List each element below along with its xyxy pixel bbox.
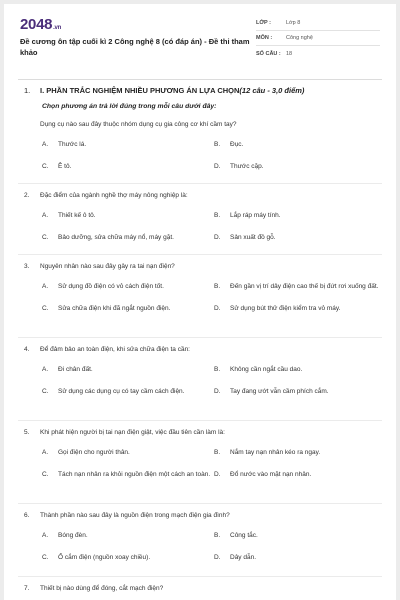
question-item: [24, 191, 384, 244]
option-text: Sử dụng các dụng cụ có tay cầm cách điện.: [58, 387, 185, 395]
question-stem: [24, 262, 384, 271]
section-number: 1.: [24, 86, 31, 95]
option-letter: C.: [42, 553, 49, 561]
option-letter: A.: [42, 531, 49, 539]
option-text: Thước cặp.: [230, 162, 264, 170]
meta-label: SỐ CÂU :: [256, 50, 281, 57]
logo-domain-text: .vn: [53, 25, 61, 31]
option-text: Không cần ngắt cầu dao.: [230, 365, 303, 373]
option-letter: A.: [42, 365, 49, 373]
answer-option[interactable]: [42, 467, 214, 481]
question-text: Thiết bị nào dùng để đóng, cắt mạch điện?: [40, 585, 164, 592]
question-number: [24, 120, 40, 129]
option-letter: A.: [42, 140, 49, 148]
document-page: [4, 4, 396, 600]
meta-label: MÔN :: [256, 35, 273, 41]
meta-row-class: [256, 16, 380, 31]
option-text: Bóng đèn.: [58, 531, 88, 539]
option-letter: C.: [42, 233, 49, 241]
question-text: Khi phát hiện người bị tai nạn điện giật, việc đầu tiên cần làm là:: [40, 429, 225, 436]
option-letter: A.: [42, 211, 49, 219]
option-letter: C.: [42, 387, 49, 395]
answer-options: [42, 279, 384, 315]
question-divider: [18, 576, 382, 577]
section-heading: [24, 86, 304, 95]
answer-options: [42, 362, 384, 398]
option-text: Đến gần vị trí dây điện cao thế bị đứt rơi xuống đất.: [230, 282, 379, 290]
answer-options: [42, 137, 384, 173]
option-letter: C.: [42, 162, 49, 170]
question-stem: [24, 511, 384, 520]
answer-option[interactable]: [42, 279, 214, 293]
option-text: Ê tô.: [58, 162, 72, 170]
option-text: Sử dụng bút thử điện kiểm tra vỏ máy.: [230, 304, 341, 312]
option-text: Sử dụng đồ điện có vỏ cách điện tốt.: [58, 282, 164, 290]
meta-row-subject: [256, 31, 380, 46]
question-item: [24, 428, 384, 481]
question-text: Để đảm bảo an toàn điện, khi sửa chữa điện ta cần:: [40, 346, 190, 353]
option-text: Sửa chữa điện khi đã ngắt nguồn điện.: [58, 304, 171, 312]
answer-option[interactable]: [214, 301, 386, 315]
option-text: Đục.: [230, 140, 244, 148]
option-text: Nắm tay nạn nhân kéo ra ngay.: [230, 448, 321, 456]
question-item: [24, 511, 384, 564]
answer-option[interactable]: [214, 362, 386, 376]
answer-option[interactable]: [42, 230, 214, 244]
option-text: Đi chân đất.: [58, 365, 93, 373]
answer-options: [42, 528, 384, 564]
question-item: [24, 262, 384, 315]
header-divider: [18, 79, 382, 80]
question-divider: [18, 183, 382, 184]
answer-option[interactable]: [42, 137, 214, 151]
option-letter: B.: [214, 365, 221, 373]
option-text: Bảo dưỡng, sửa chữa máy nổ, máy gặt.: [58, 233, 174, 241]
answer-option[interactable]: [42, 445, 214, 459]
meta-value: Công nghệ: [286, 35, 313, 41]
option-text: Lắp ráp máy tính.: [230, 211, 281, 219]
question-stem: [24, 584, 384, 593]
answer-option[interactable]: [214, 384, 386, 398]
site-logo[interactable]: [20, 16, 61, 33]
option-text: Gọi điện cho người thân.: [58, 448, 130, 456]
answer-options: [42, 445, 384, 481]
meta-label: LỚP :: [256, 20, 271, 26]
option-text: Tách nạn nhân ra khỏi nguồn điện một cách an toàn.: [58, 470, 211, 478]
option-text: Ổ cắm điện (nguồn xoay chiều).: [58, 553, 151, 561]
option-letter: D.: [214, 162, 221, 170]
option-text: Tay đang ướt vẫn cầm phích cắm.: [230, 387, 329, 395]
option-letter: C.: [42, 470, 49, 478]
answer-option[interactable]: [42, 550, 214, 564]
answer-option[interactable]: [214, 137, 386, 151]
option-text: Dây dẫn.: [230, 553, 257, 561]
answer-option[interactable]: [214, 550, 386, 564]
question-item: [24, 120, 384, 173]
answer-option[interactable]: [214, 230, 386, 244]
question-number: 3.: [24, 263, 30, 270]
question-item: [24, 584, 384, 593]
question-divider: [18, 503, 382, 504]
option-text: Công tắc.: [230, 531, 258, 539]
document-header: [4, 4, 396, 76]
option-text: Thước lá.: [58, 140, 87, 148]
answer-option[interactable]: [214, 445, 386, 459]
option-letter: B.: [214, 282, 221, 290]
option-letter: D.: [214, 233, 221, 241]
section-title: I. PHẦN TRẮC NGHIỆM NHIỀU PHƯƠNG ÁN LỰA CHỌN: [40, 86, 240, 95]
question-number: 5.: [24, 429, 30, 436]
document-title: Đề cương ôn tập cuối kì 2 Công nghệ 8 (có đáp án) - Đề thi tham khảo: [20, 37, 250, 57]
section-instruction: Chọn phương án trả lời đúng trong mỗi câu dưới đây:: [42, 103, 217, 110]
question-text: Nguyên nhân nào sau đây gây ra tai nạn điện?: [40, 263, 175, 270]
option-letter: D.: [214, 304, 221, 312]
question-number: 7.: [24, 585, 30, 592]
question-stem: [24, 345, 384, 354]
option-letter: B.: [214, 140, 221, 148]
option-text: Sản xuất đồ gỗ.: [230, 233, 276, 241]
question-text: Đặc điểm của ngành nghề thợ máy nông nghiệp là:: [40, 192, 188, 199]
answer-option[interactable]: [42, 528, 214, 542]
question-stem: [24, 191, 384, 200]
question-number: 6.: [24, 512, 30, 519]
question-divider: [18, 337, 382, 338]
option-letter: A.: [42, 282, 49, 290]
option-letter: C.: [42, 304, 49, 312]
answer-options: [42, 208, 384, 244]
meta-value: 18: [286, 50, 293, 57]
answer-option[interactable]: [42, 208, 214, 222]
option-text: Thiết kế ô tô.: [58, 211, 96, 219]
question-text: Thành phần nào sau đây là nguồn điện trong mạch điện gia đình?: [40, 512, 230, 519]
question-text: Dụng cụ nào sau đây thuộc nhóm dụng cụ gia công cơ khí cầm tay?: [40, 121, 237, 128]
logo-main-text: 2048: [20, 16, 53, 33]
answer-option[interactable]: [214, 279, 386, 293]
option-letter: B.: [214, 448, 221, 456]
answer-option[interactable]: [42, 384, 214, 398]
answer-option[interactable]: [214, 467, 386, 481]
answer-option[interactable]: [42, 301, 214, 315]
option-letter: B.: [214, 211, 221, 219]
option-letter: D.: [214, 387, 221, 395]
question-number: 2.: [24, 192, 30, 199]
question-stem: [24, 428, 384, 437]
question-item: [24, 345, 384, 398]
answer-option[interactable]: [214, 208, 386, 222]
meta-row-question-count: [256, 46, 380, 61]
meta-value: Lớp 8: [286, 20, 301, 26]
question-number: 4.: [24, 346, 30, 353]
question-divider: [18, 420, 382, 421]
option-letter: D.: [214, 553, 221, 561]
option-letter: B.: [214, 531, 221, 539]
answer-option[interactable]: [214, 528, 386, 542]
question-stem: [24, 120, 384, 129]
answer-option[interactable]: [214, 159, 386, 173]
option-text: Đổ nước vào mặt nạn nhân.: [230, 470, 312, 478]
document-meta-table: [256, 16, 380, 61]
answer-option[interactable]: [42, 362, 214, 376]
question-divider: [18, 254, 382, 255]
option-letter: A.: [42, 448, 49, 456]
section-note: (12 câu - 3,0 điểm): [239, 86, 305, 95]
option-letter: D.: [214, 470, 221, 478]
answer-option[interactable]: [42, 159, 214, 173]
